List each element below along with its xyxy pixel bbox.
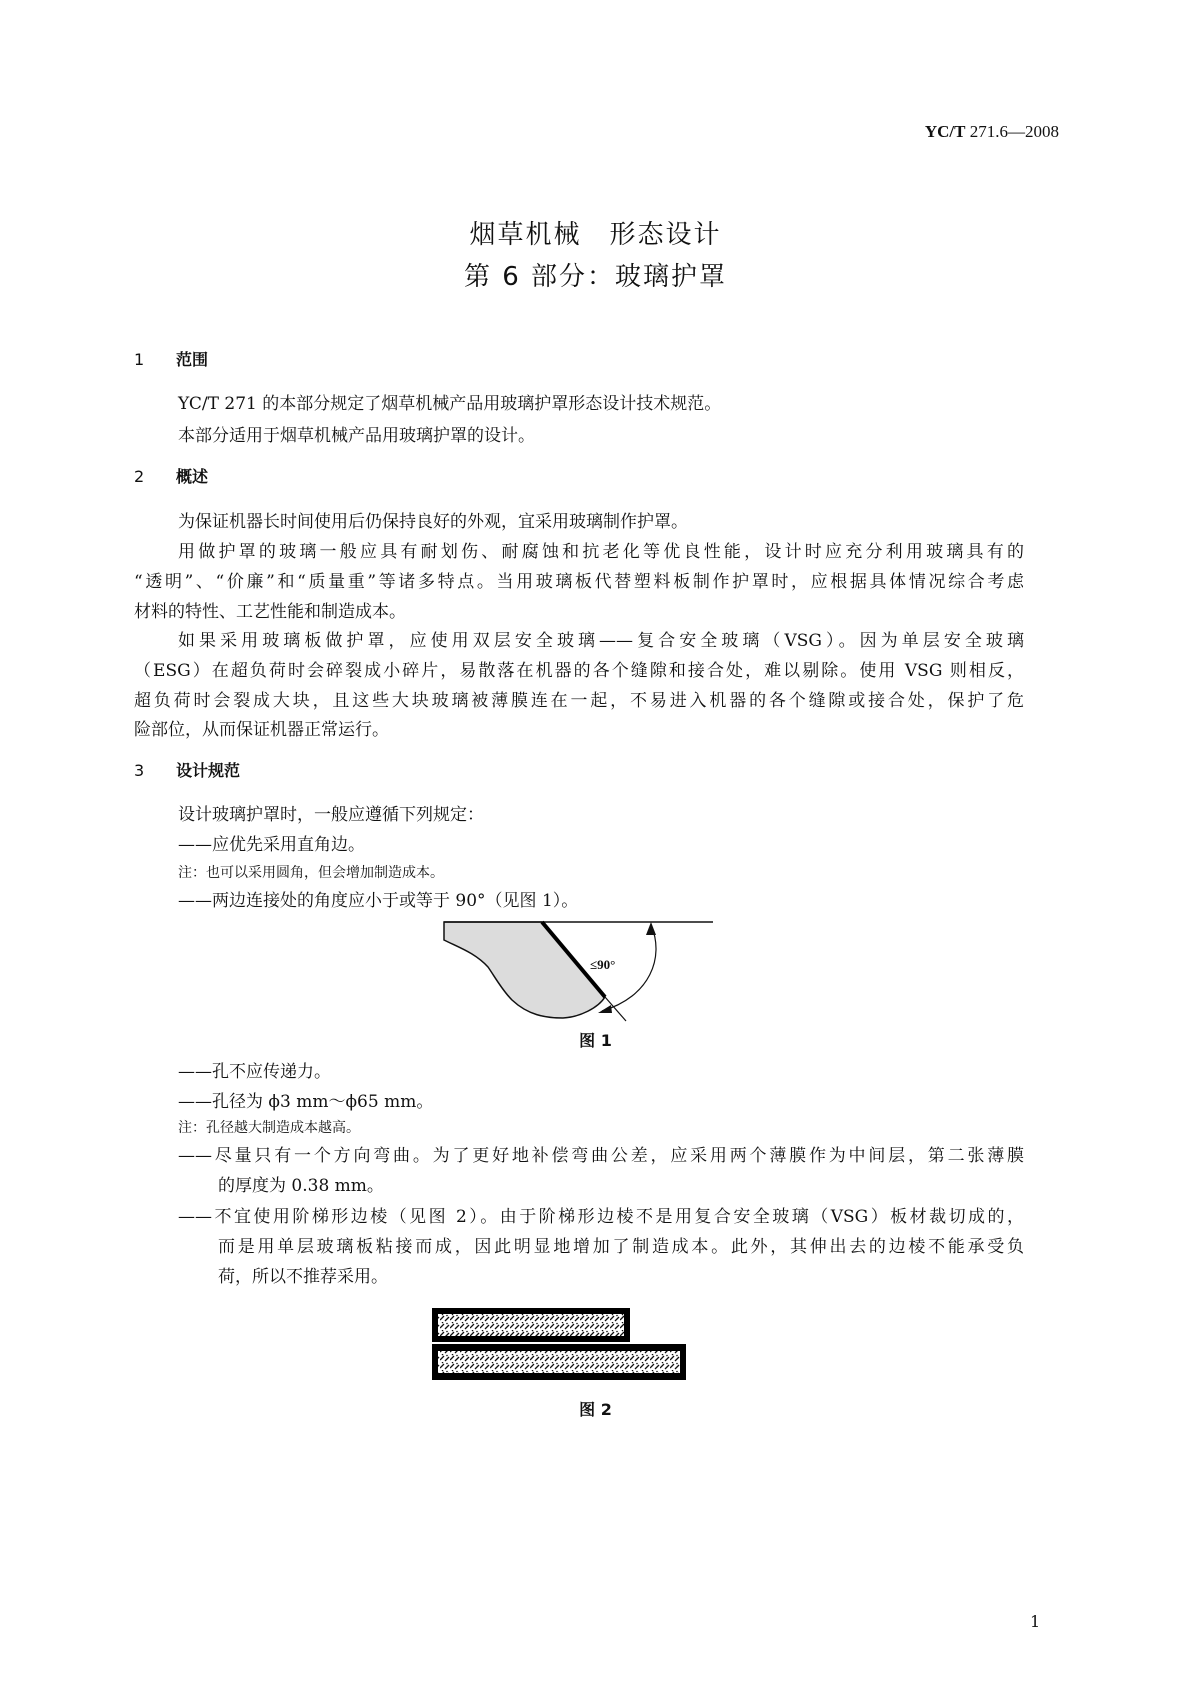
section-3-item-3: ——孔不应传递力。: [178, 1062, 331, 1082]
section-3-item-2: ——两边连接处的角度应小于或等于 90°（见图 1）。: [178, 891, 579, 911]
section-3-item-5-line-1: ——尽量只有一个方向弯曲。为了更好地补偿弯曲公差，应采用两个薄膜作为中间层，第二张薄膜: [178, 1146, 1024, 1166]
section-title: 范围: [176, 350, 209, 369]
section-2-paragraph-3-line-3: 超负荷时会裂成大块，且这些大块玻璃被薄膜连在一起，不易进入机器的各个缝隙或接合处，保护了危: [134, 691, 1024, 711]
section-title: 概述: [176, 467, 209, 486]
section-number: 2: [134, 467, 145, 486]
arrow-head-bottom: [598, 1005, 612, 1013]
section-3-note-2: 注：孔径越大制造成本越高。: [178, 1120, 360, 1136]
standard-number: 271.6—2008: [969, 122, 1059, 141]
section-2-paragraph-2-line-3: 材料的特性、工艺性能和制造成本。: [134, 602, 406, 622]
section-number: 1: [134, 350, 145, 369]
lower-glass-hatch: [438, 1351, 680, 1373]
standard-prefix: YC/T: [924, 122, 966, 141]
section-1-paragraph-1: YC/T 271 的本部分规定了烟草机械产品用玻璃护罩形态设计技术规范。: [178, 394, 722, 414]
figure-2-caption: 图 2: [579, 1400, 612, 1419]
section-number: 3: [134, 761, 145, 780]
section-2-heading: [134, 464, 208, 487]
section-3-note-1: 注：也可以采用圆角，但会增加制造成本。: [178, 865, 444, 881]
section-3-item-6-line-2: 而是用单层玻璃板粘接而成，因此明显地增加了制造成本。此外，其伸出去的边棱不能承受负: [218, 1237, 1024, 1257]
section-2-paragraph-2-line-1: 用做护罩的玻璃一般应具有耐划伤、耐腐蚀和抗老化等优良性能，设计时应充分利用玻璃具有的: [178, 542, 1024, 562]
arrow-head-top: [646, 922, 656, 935]
section-3-item-6-line-1: ——不宜使用阶梯形边棱（见图 2）。由于阶梯形边棱不是用复合安全玻璃（VSG）板材裁切成的，: [178, 1207, 1024, 1227]
figure-1-caption: 图 1: [579, 1031, 612, 1050]
section-2-paragraph-3-line-1: 如果采用玻璃板做护罩，应使用双层安全玻璃——复合安全玻璃（VSG）。因为单层安全玻璃: [178, 631, 1024, 651]
angle-label: ≤90°: [590, 957, 616, 972]
page-number: 1: [1030, 1612, 1041, 1631]
section-2-paragraph-3-line-2: （ESG）在超负荷时会碎裂成小碎片，易散落在机器的各个缝隙和接合处，难以剔除。使用 VSG 则相反，: [134, 661, 1024, 681]
section-2-paragraph-3-line-4: 险部位，从而保证机器正常运行。: [134, 720, 389, 740]
section-3-item-1: ——应优先采用直角边。: [178, 835, 365, 855]
section-3-item-6-line-3: 荷，所以不推荐采用。: [218, 1267, 388, 1287]
figure-1-diagram: [430, 905, 730, 1035]
figure-2-diagram: [430, 1306, 690, 1386]
title-line-1: 烟草机械 形态设计: [469, 220, 722, 250]
section-1-heading: [134, 347, 208, 370]
section-title: 设计规范: [176, 761, 241, 780]
upper-glass-hatch: [438, 1314, 624, 1336]
title-line-2: 第 6 部分：玻璃护罩: [463, 262, 728, 292]
section-2-paragraph-2-line-2: “透明”、“价廉”和“质量重”等诸多特点。当用玻璃板代替塑料板制作护罩时，应根据具体情况综合考虑: [134, 572, 1024, 592]
section-3-item-5-line-2: 的厚度为 0.38 mm。: [218, 1176, 384, 1196]
section-3-intro: 设计玻璃护罩时，一般应遵循下列规定：: [178, 805, 484, 825]
section-3-item-4: ——孔径为 ϕ3 mm～ϕ65 mm。: [178, 1092, 434, 1112]
section-1-paragraph-2: 本部分适用于烟草机械产品用玻璃护罩的设计。: [178, 426, 535, 446]
section-3-heading: [134, 758, 240, 781]
standard-code: [925, 122, 1059, 142]
section-2-paragraph-1: 为保证机器长时间使用后仍保持良好的外观，宜采用玻璃制作护罩。: [178, 512, 688, 532]
